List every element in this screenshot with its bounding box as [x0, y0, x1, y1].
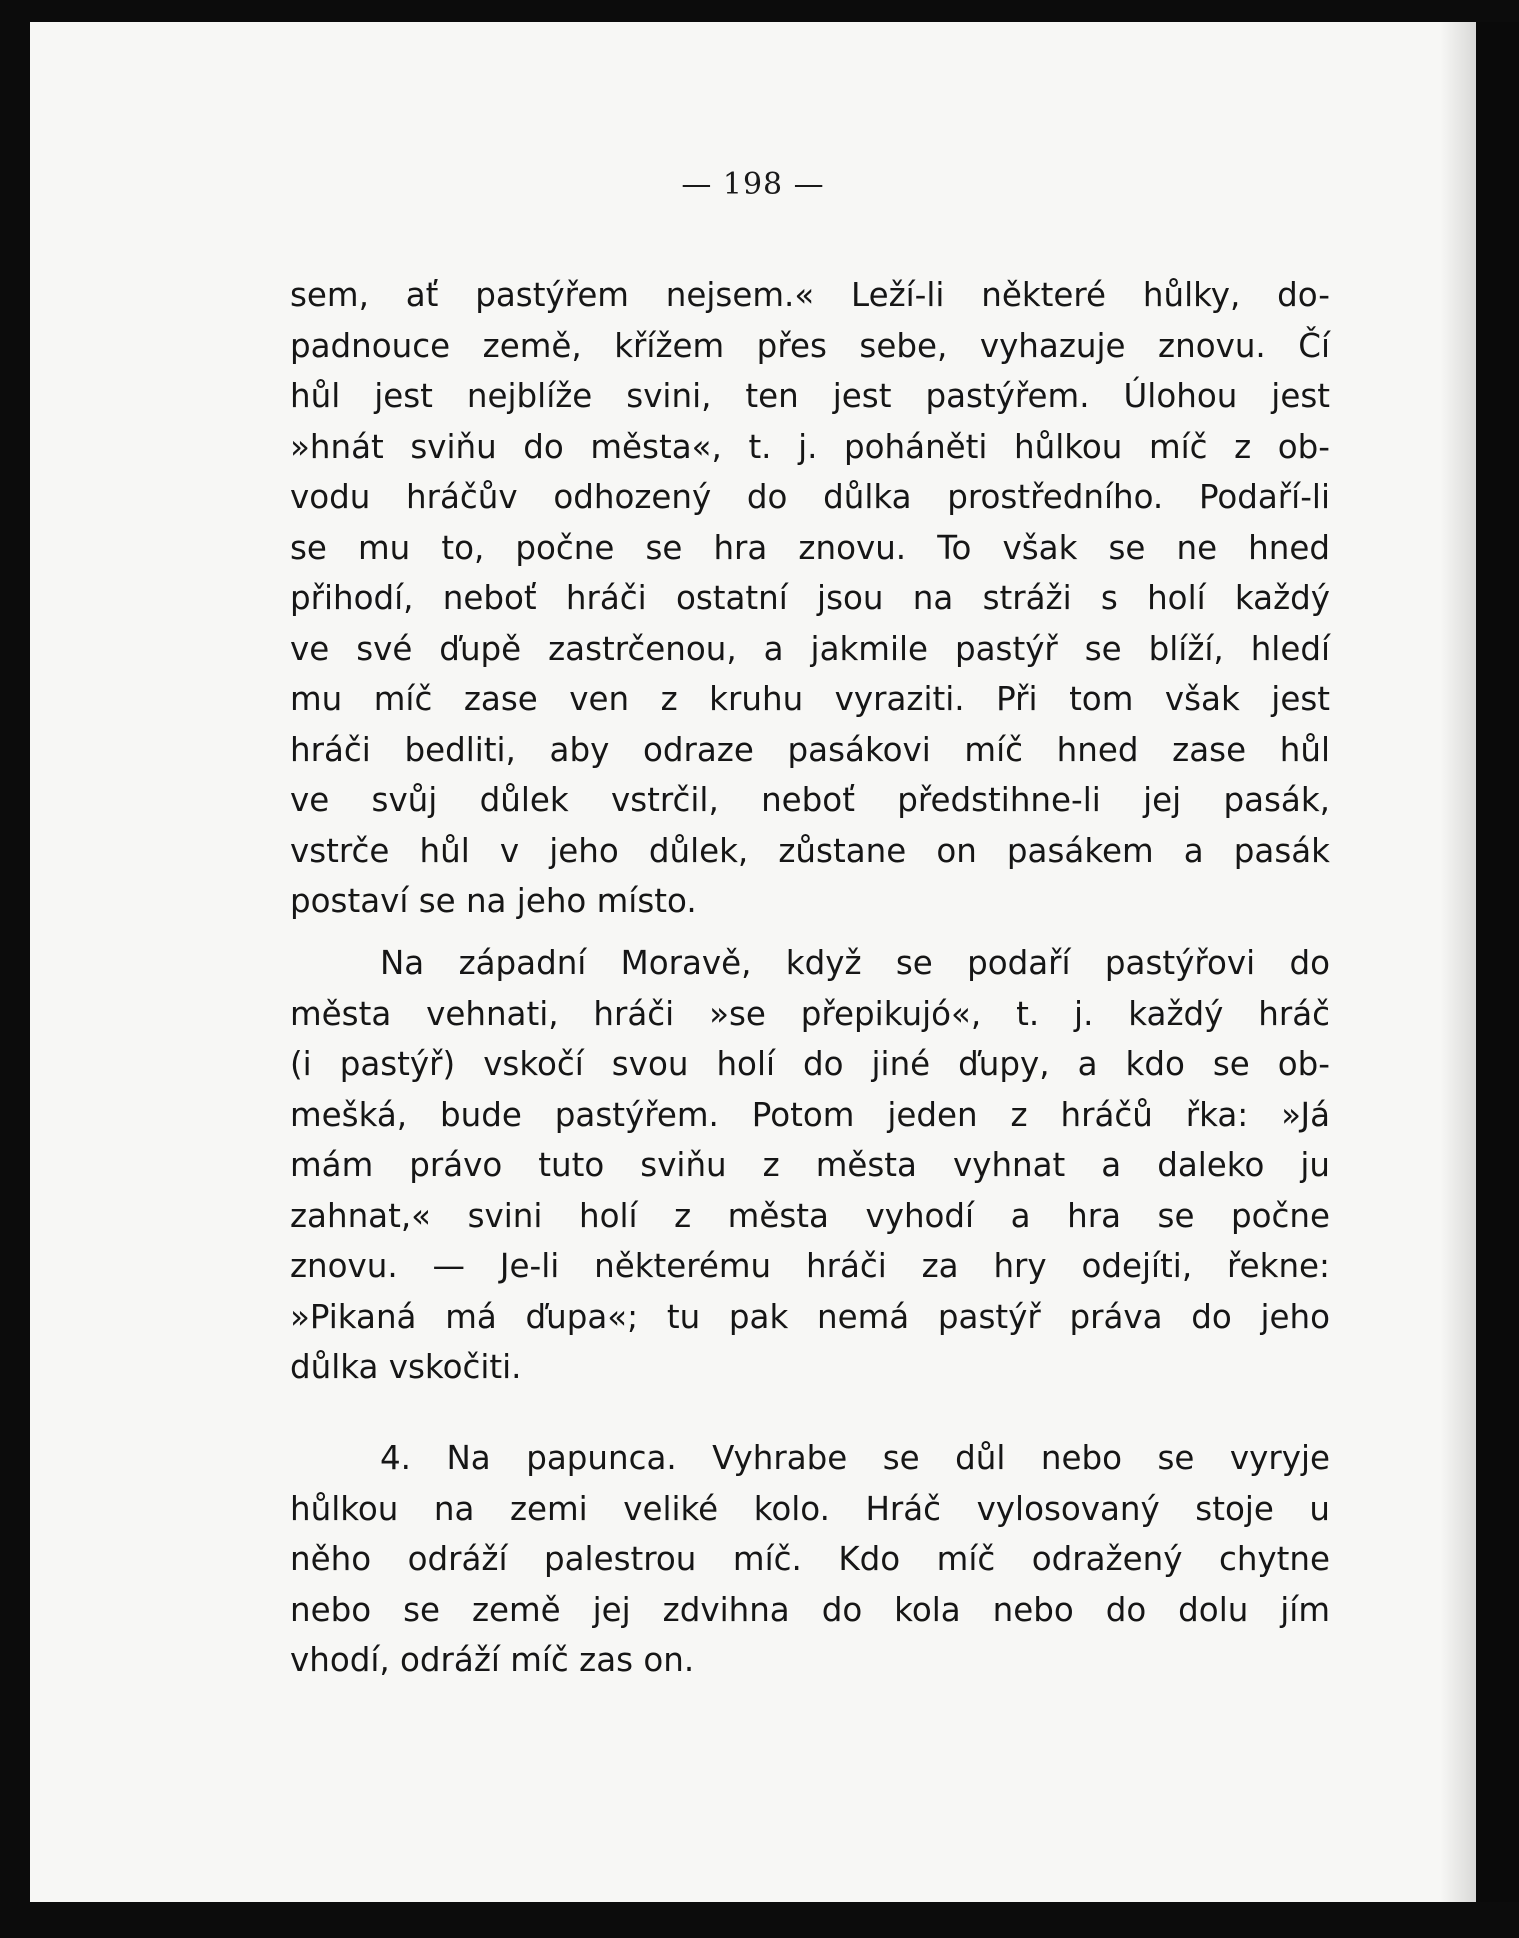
page-number: — 198 — [681, 167, 825, 202]
text-line: důlka vskočiti. [290, 1348, 522, 1386]
text-line: »hnát sviňu do města«, t. j. poháněti hůlkou míč z ob- [290, 427, 1330, 466]
text-line: hůlkou na zemi veliké kolo. Hráč vylosovaný stoje u [290, 1489, 1330, 1528]
text-line: postaví se na jeho místo. [290, 882, 697, 920]
text-line: vodu hráčův odhozený do důlka prostředního. Podaří-li [290, 478, 1330, 516]
paragraph-2 [290, 938, 1330, 1393]
text-line: mešká, bude pastýřem. Potom jeden z hráčů řka: »Já [290, 1095, 1330, 1134]
text-line: ve své ďupě zastrčenou, a jakmile pastýř se blíží, hledí [290, 629, 1330, 668]
page-gutter-shadow [1440, 22, 1476, 1902]
paragraph-3 [290, 1433, 1330, 1686]
text-line: přihodí, neboť hráči ostatní jsou na stráži s holí každý [290, 579, 1330, 617]
text-line: »Pikaná má ďupa«; tu pak nemá pastýř práva do jeho [290, 1297, 1330, 1336]
scan-bottom-border [0, 1902, 1519, 1938]
text-line: sem, ať pastýřem nejsem.« Leží-li některé hůlky, do- [290, 276, 1330, 314]
text-line: Na západní Moravě, když se podaří pastýřovi do [380, 944, 1330, 982]
text-line: města vehnati, hráči »se přepikujó«, t. j. každý hráč [290, 994, 1330, 1033]
scan-top-border [0, 0, 1519, 22]
scan-right-border [1476, 22, 1519, 1902]
book-page [30, 22, 1476, 1902]
text-line: se mu to, počne se hra znovu. To však se ne hned [290, 528, 1330, 567]
text-line: padnouce země, křížem přes sebe, vyhazuje znovu. Čí [290, 326, 1330, 365]
scan-left-border [0, 0, 30, 1938]
text-line: vhodí, odráží míč zas on. [290, 1641, 695, 1679]
text-line: hráči bedliti, aby odraze pasákovi míč hned zase hůl [290, 730, 1330, 769]
text-line: zahnat,« svini holí z města vyhodí a hra se počne [290, 1196, 1330, 1235]
text-line: vstrče hůl v jeho důlek, zůstane on pasákem a pasák [290, 831, 1330, 870]
text-line: nebo se země jej zdvihna do kola nebo do dolu jím [290, 1590, 1330, 1629]
text-line: mu míč zase ven z kruhu vyraziti. Při tom však jest [290, 680, 1330, 718]
text-line: hůl jest nejblíže svini, ten jest pastýřem. Úlohou jest [290, 377, 1330, 415]
text-line: něho odráží palestrou míč. Kdo míč odražený chytne [290, 1540, 1330, 1578]
text-line: ve svůj důlek vstrčil, neboť předstihne-li jej pasák, [290, 781, 1330, 819]
text-line: (i pastýř) vskočí svou holí do jiné ďupy, a kdo se ob- [290, 1045, 1330, 1083]
text-line: mám právo tuto sviňu z města vyhnat a daleko ju [290, 1146, 1330, 1184]
paragraph-1 [290, 270, 1330, 927]
text-line: znovu. — Je-li některému hráči za hry odejíti, řekne: [290, 1247, 1330, 1285]
text-line: 4. Na papunca. Vyhrabe se důl nebo se vyryje [380, 1439, 1330, 1477]
